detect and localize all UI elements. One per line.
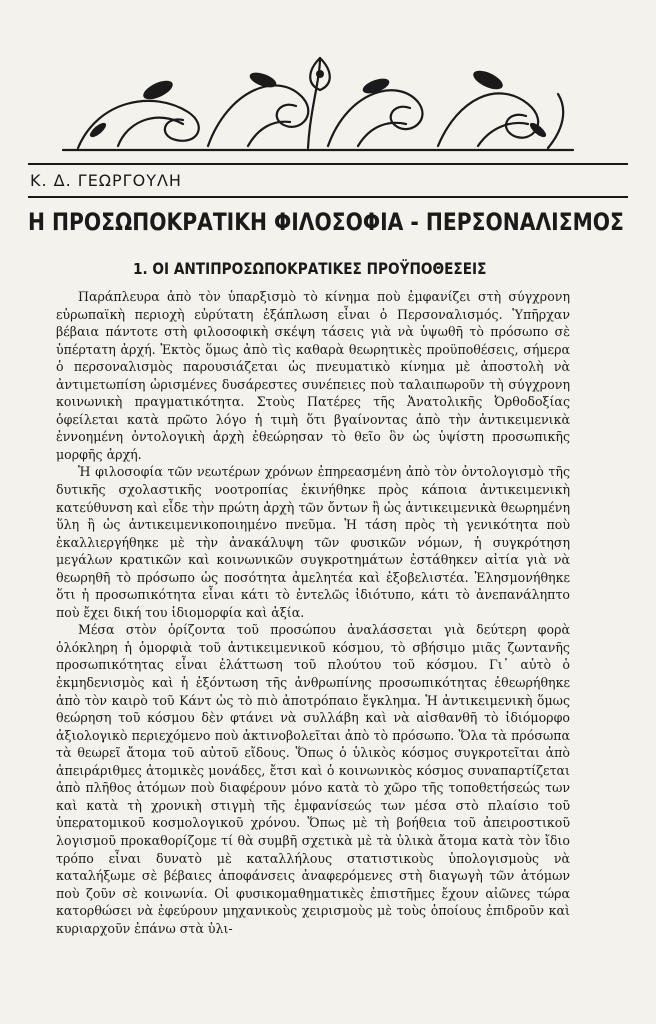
floral-ornament-icon xyxy=(58,50,578,160)
author-name: Κ. Δ. ΓΕΩΡΓΟΥΛΗ xyxy=(30,171,182,190)
article-body xyxy=(56,288,570,937)
paragraph: Παράπλευρα ἀπὸ τὸν ὑπαρξισμὸ τὸ κίνημα ποὺ ἐμφανίζει στὴ σύγχρονη εὐρωπαϊκὴ περιοχὴ εὐρύτατη ἐξάπλωση εἶναι ὁ Περσοναλισμός. Ὑπῆρχαν βέβαια πάντοτε στὴ φιλοσοφικὴ σκέψη τάσεις γιὰ νὰ ὑψωθῆ τὸ πρόσωπο σὲ ὑπέρτατη ἀρχή. Ἐκτὸς ὅμως ἀπὸ τὶς καθαρὰ θεωρητικὲς προϋποθέσεις, σήμερα ὁ περσοναλισμὸς παρουσιάζεται ὡς πνευματικὸ κίνημα μὲ ἀποστολὴ νὰ ἀντιμετωπίση ὡρισμένες δυσάρεστες συνέπειες ποὺ ταλαιπωροῦν τὴ σύγχρονη κοινωνικὴ πραγματικότητα. Στοὺς Πατέρες τῆς Ἀνατολικῆς Ὀρθοδοξίας ὀφείλεται κατὰ πρῶτο λόγο ἡ τιμὴ ὅτι βγαίνοντας ἀπὸ τὴν ἀντικειμενικὰ ἐννοημένη ὀντολογικὴ ἀρχὴ ἐθεώρησαν τὸ θεῖο ὃν ὡς ὑψίστη προσωπικῆς μορφῆς ἀρχή. xyxy=(56,289,570,462)
article-title: Η ΠΡΟΣΩΠΟΚΡΑΤΙΚΗ ΦΙΛΟΣΟΦΙΑ - ΠΕΡΣΟΝΑΛΙΣΜΟΣ xyxy=(28,208,624,236)
author-rule xyxy=(28,196,628,198)
section-heading: 1. ΟΙ ΑΝΤΙΠΡΟΣΩΠΟΚΡΑΤΙΚΕΣ ΠΡΟΫΠΟΘΕΣΕΙΣ xyxy=(133,260,487,278)
top-rule xyxy=(28,163,628,165)
paragraph: Ἡ φιλοσοφία τῶν νεωτέρων χρόνων ἐπηρεασμένη ἀπὸ τὸν ὀντολογισμὸ τῆς δυτικῆς σχολαστικῆς νοοτροπίας ἐκινήθηκε πρὸς κάποια ἀντικειμενικὴ κατεύθυνση καὶ εἶδε τὴν πρώτη ἀρχὴ τῶν ὄντων ἢ ὡς ἀντικειμενικὰ θεωρημένη ὕλη ἢ ὡς ἀντικειμενικοποιημένο πνεῦμα. Ἡ τάση πρὸς τὴ γενικότητα ποὺ ἐκαλλιεργήθηκε μὲ τὴν ἀνακάλυψη τῶν φυσικῶν νόμων, ἡ συγκρότηση μεγάλων κρατικῶν καὶ κοινωνικῶν συγκροτημάτων ἐστάθηκεν αἰτία γιὰ νὰ θεωρηθῆ τὸ πρόσωπο ὡς ποσότητα ἀμελητέα καὶ ἐξοβελιστέα. Ἐλησμονήθηκε ὅτι ἡ προσωπικότητα εἶναι κάτι τὸ ἐντελῶς ἰδιότυπο, κάτι τὸ ἀνεπανάληπτο ποὺ ἔχει δική του ἰδιομορφία καὶ ἀξία. xyxy=(56,464,570,620)
paragraph: Μέσα στὸν ὁρίζοντα τοῦ προσώπου ἀναλάσσεται γιὰ δεύτερη φορὰ ὁλόκληρη ἡ ὁμορφιὰ τοῦ ἀντικειμενικοῦ κόσμου, τὸ σβήσιμο μιᾶς ζωντανῆς προσωπικότητας εἶναι ἐλάττωση τοῦ πλούτου τοῦ κόσμου. Γι᾽ αὐτὸ ὁ ἐκμηδενισμὸς καὶ ἡ ἐξόντωση τῆς ἀνθρωπίνης προσωπικότητας ἐθεωρήθηκε ἀπὸ τὸν καιρὸ τοῦ Κάντ ὡς τὸ πιὸ ἀποτρόπαιο ἔγκλημα. Ἡ ἀντικειμενικὴ ὅμως θεώρηση τοῦ κόσμου δὲν φτάνει νὰ συλλάβη καὶ νὰ αἰσθανθῆ τὸ ἰδιόμορφο ἀξιολογικὸ περιεχόμενο ποὺ ἀκτινοβολεῖται ἀπὸ τὸ πρόσωπο. Ὅλα τὰ πρόσωπα τὰ θεωρεῖ ἄτομα τοῦ αὐτοῦ εἴδους. Ὅπως ὁ ὑλικὸς κόσμος συγκροτεῖται ἀπὸ ἀπειράριθμες ἀτομικὲς μονάδες, ἔτσι καὶ ὁ κοινωνικὸς κόσμος συναπαρτίζεται ἀπὸ πλῆθος ἀτόμων ποὺ διαφέρουν μόνο κατὰ τὸ χῶρο τῆς τοποθετήσεώς των καὶ κατὰ τὴ χρονικὴ στιγμὴ τῆς ἐμφανίσεώς των μέσα στὸ πλαίσιο τοῦ ὑπερατομικοῦ κοσμολογικοῦ χρόνου. Ὅπως μὲ τὴ βοήθεια τοῦ ἀπειροστικοῦ λογισμοῦ προκαθορίζομε τί θὰ συμβῆ σχετικὰ μὲ τὰ ὑλικὰ ἄτομα κατὰ τὸν ἴδιο τρόπο εἶναι δυνατὸ μὲ καταλλήλους στατιστικοὺς ὑπολογισμοὺς νὰ καταλήξωμε σὲ βέβαιες ἀποφάνσεις ἀναφερόμενες στὴ διαγωγὴ τῶν ἀτόμων ποὺ ζοῦν σὲ κοινωνία. Οἱ φυσικομαθηματικὲς ἐπιστῆμες ἔχουν αἰῶνες τώρα κατορθώσει νὰ ἐφεύρουν μηχανικοὺς χειρισμοὺς μὲ τοὺς ὁποίους ἐπιδροῦν καὶ κυριαρχοῦν ἐπάνω στὰ ὑλι- xyxy=(56,622,570,936)
